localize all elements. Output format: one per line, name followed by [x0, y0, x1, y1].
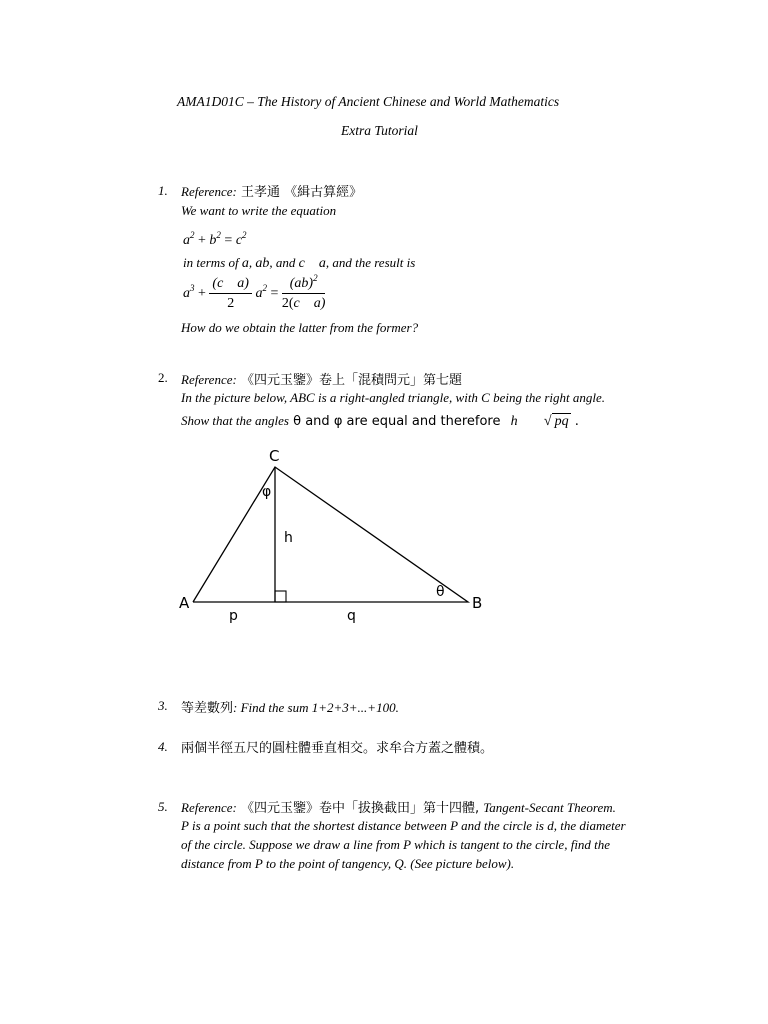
q1-question: How do we obtain the latter from the former?: [181, 320, 419, 335]
q1-fraction-2: $\frac{(ab)^2}{\text{2(c a)}}$: [281, 273, 326, 311]
segment-q-label: q: [347, 608, 356, 624]
q1-equation-2: $a^3$ + $\frac{\text{(c a)}}{2}$ $a^2$ = $\frac{(ab)^2}{\text{2(c a)}}$: [183, 273, 326, 311]
q2-ref-label: Reference:: [181, 372, 237, 387]
q5-reference: Reference: 《四元玉鑒》卷中「拔換截田」第十四體, Tangent-Secant Theorem.: [181, 800, 616, 816]
q2-ref-text: 《四元玉鑒》卷上「混積問元」第七題: [240, 373, 462, 388]
q1-ref-text: 王孝通 《緝古算經》: [240, 185, 363, 200]
vertex-c-label: C: [269, 447, 280, 465]
q4-number: 4.: [158, 739, 168, 754]
q1-number: 1.: [158, 183, 168, 198]
q1-ref-label: Reference:: [181, 184, 237, 199]
triangle-outline: [193, 467, 468, 602]
q1-fraction-1: $\frac{\text{(c a)}}{2}$: [209, 276, 252, 312]
sqrt-pq: √ pq: [543, 414, 569, 429]
angle-phi-label: φ: [262, 484, 272, 500]
right-angle-marker: [275, 591, 286, 602]
vertex-b-label: B: [472, 594, 483, 612]
q2-line-2: Show that the angles θ and φ are equal and therefore h √ pq .: [181, 413, 579, 429]
q5-number: 5.: [158, 799, 168, 814]
angle-theta-label: θ: [436, 584, 445, 600]
document-subtitle: Extra Tutorial: [341, 123, 418, 138]
q4-text: 兩個半徑五尺的圓柱體垂直相交。求牟合方蓋之體積。: [181, 741, 494, 756]
altitude-h-label: h: [284, 530, 293, 546]
q1-equation-1: $a^2 + b^2 = c^2$: [183, 230, 247, 248]
q5-line-1: P is a point such that the shortest distance between P and the circle is d, the diameter: [181, 818, 626, 833]
segment-p-label: p: [229, 608, 238, 624]
q1-intro: We want to write the equation: [181, 203, 337, 218]
q3-text: 等差數列: Find the sum 1+2+3+...+100.: [181, 700, 399, 716]
q1-terms-line: in terms of a, ab, and c a, and the result is: [183, 255, 416, 271]
q2-line-1: In the picture below, ABC is a right-angled triangle, with C being the right angle.: [181, 390, 606, 405]
q5-line-3: distance from P to the point of tangency, Q. (See picture below).: [181, 856, 515, 871]
q3-number: 3.: [158, 698, 168, 713]
document-title: AMA1D01C – The History of Ancient Chinese and World Mathematics: [177, 94, 560, 109]
q5-line-2: of the circle. Suppose we draw a line from P which is tangent to the circle, find the: [181, 837, 611, 852]
q2-number: 2.: [158, 370, 168, 385]
vertex-a-label: A: [179, 594, 190, 612]
